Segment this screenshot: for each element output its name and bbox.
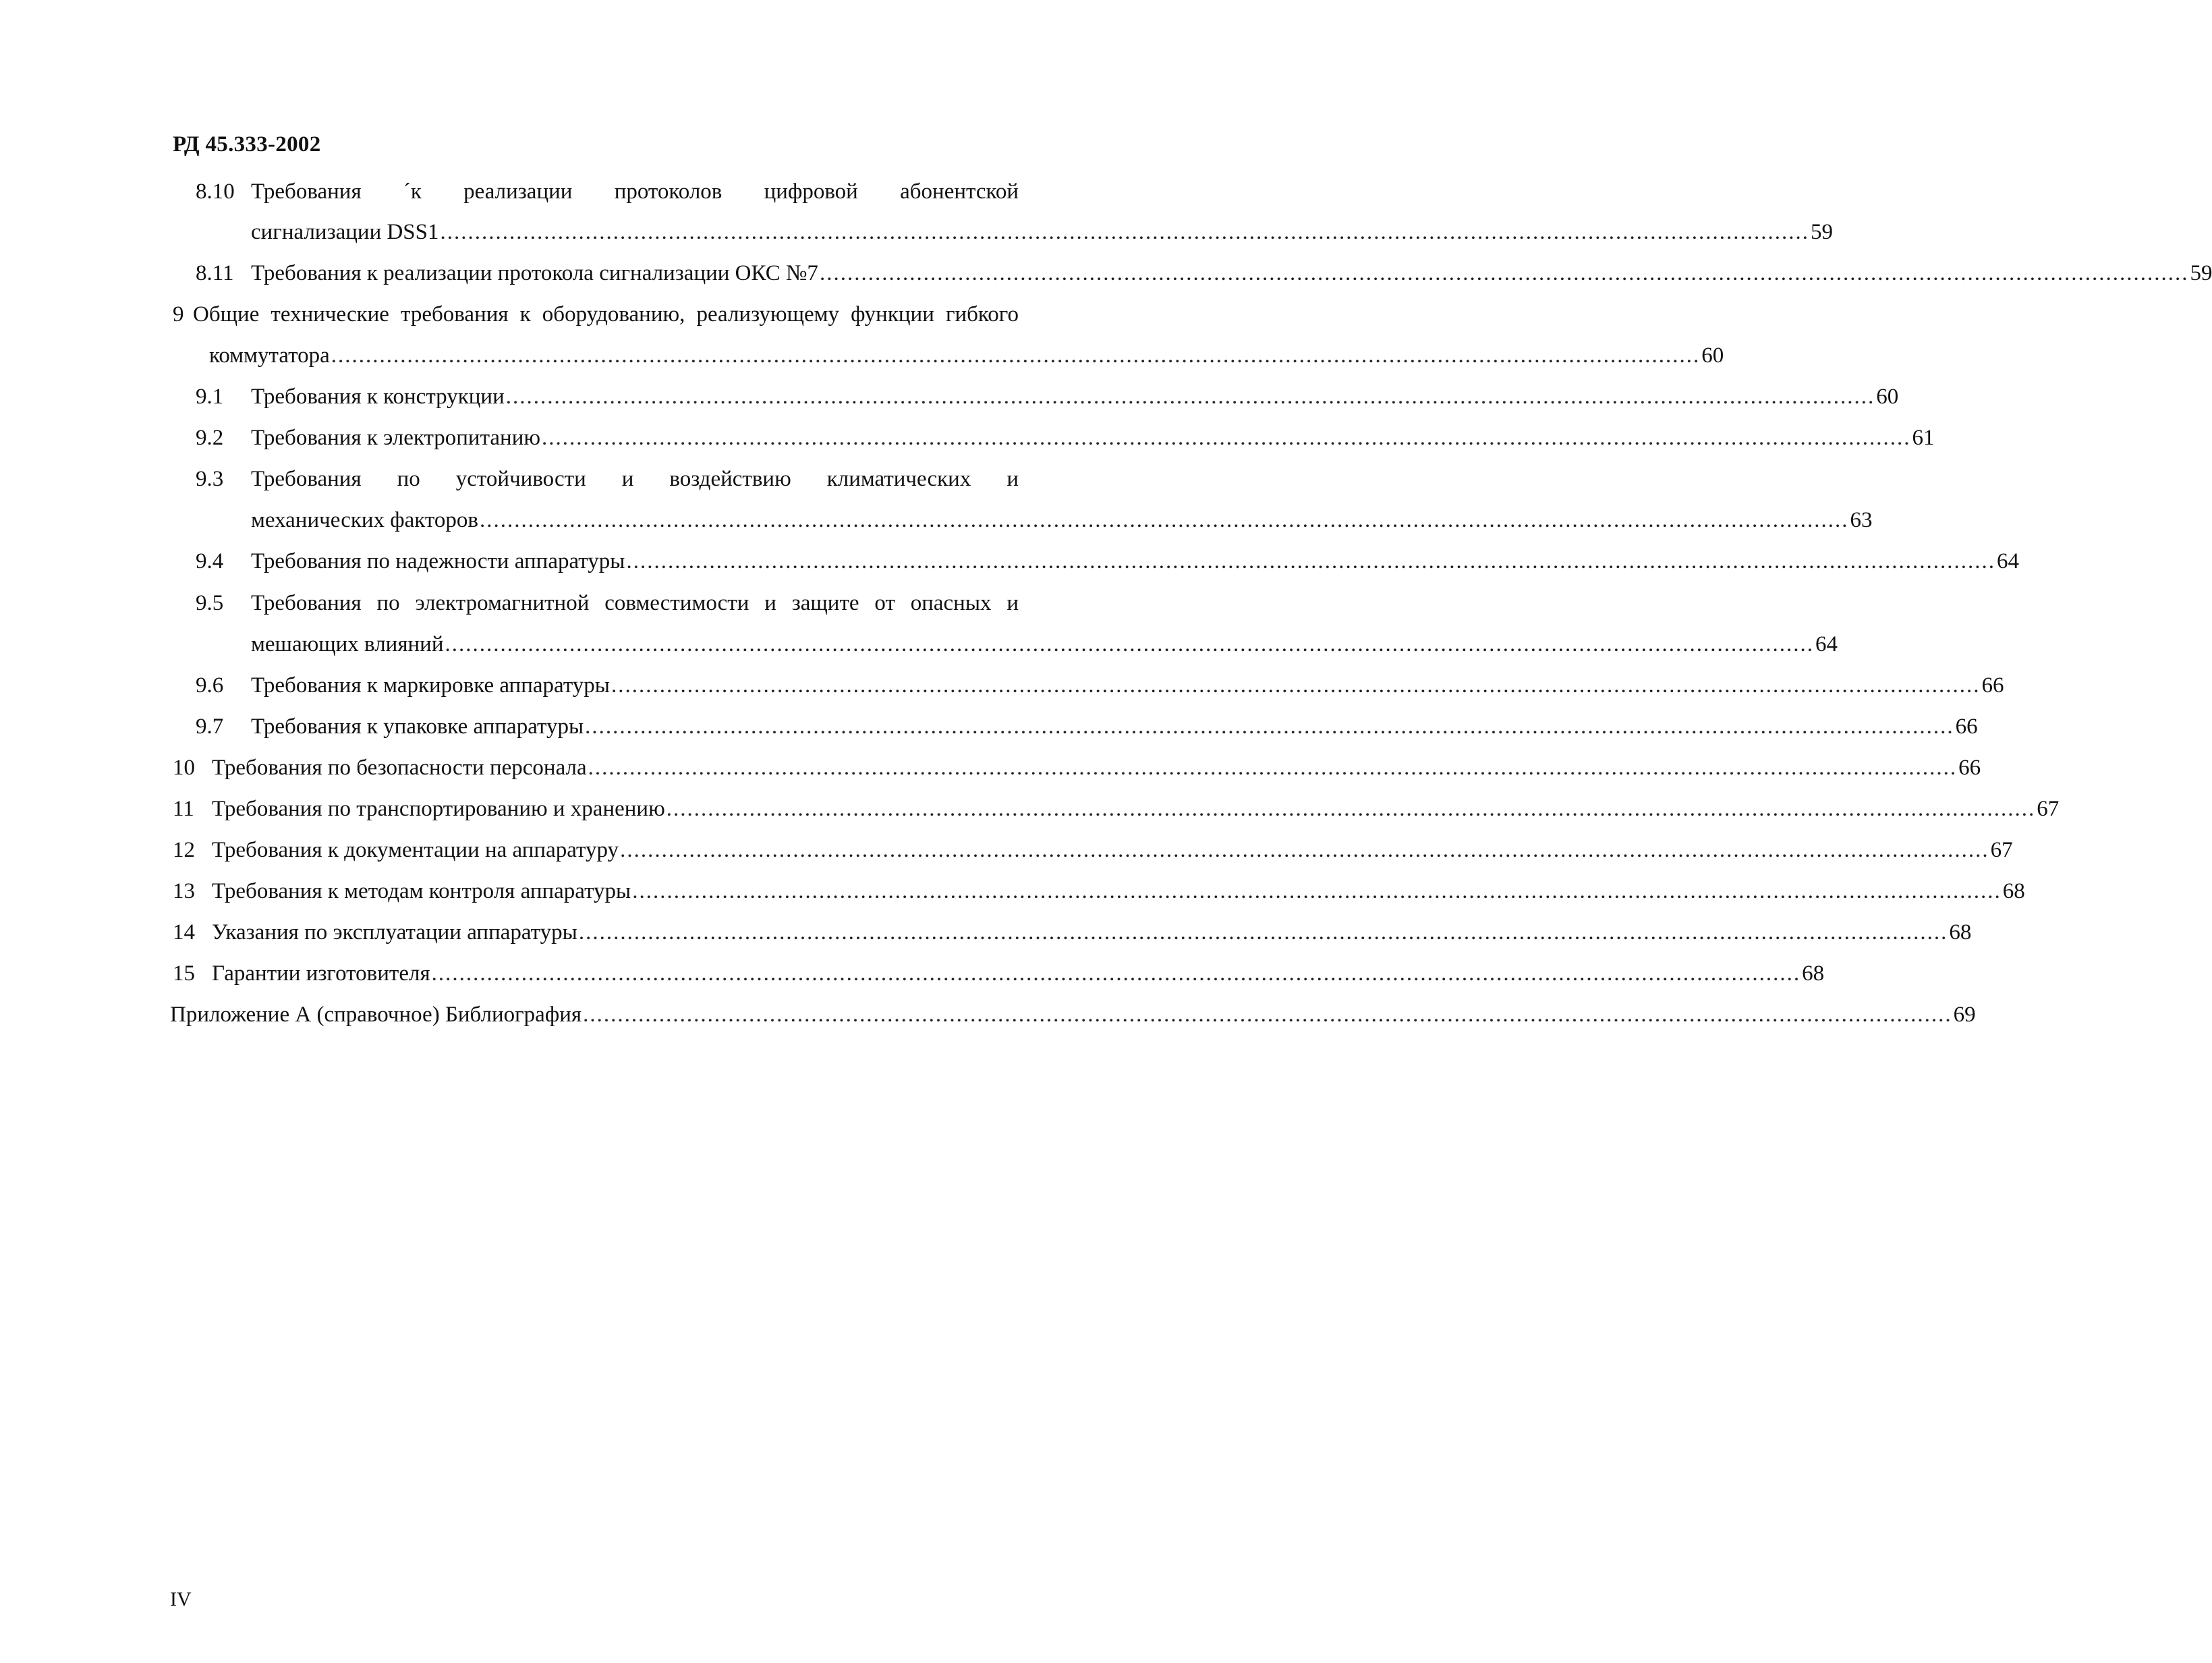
leader-dots: ...................................................................................................................................................................................................... bbox=[666, 797, 2036, 821]
toc-entry-13[interactable] bbox=[173, 876, 2025, 906]
toc-entry-number: 15 bbox=[173, 961, 195, 986]
toc-entry-title: Приложение А (справочное) Библиография bbox=[170, 1003, 582, 1027]
toc-entry-title-line1: Требования по электромагнитной совместимости и защите от опасных и bbox=[251, 591, 1019, 615]
toc-entry-number: 8.11 bbox=[196, 261, 234, 285]
toc-entry-title-line2: механических факторов bbox=[251, 508, 478, 532]
toc-page-number: 63 bbox=[1850, 508, 1873, 532]
toc-entry-title: Указания по эксплуатации аппаратуры bbox=[212, 920, 577, 945]
toc-entry-title-line1: Общие технические требования к оборудованию, реализующему функции гибкого bbox=[193, 302, 1019, 327]
toc-entry-title: Требования к реализации протокола сигнализации ОКС №7 bbox=[251, 261, 818, 285]
toc-page-number: 64 bbox=[1815, 632, 1838, 656]
toc-entry-title: Требования к упаковке аппаратуры bbox=[251, 714, 584, 739]
toc-entry-9-6[interactable] bbox=[196, 671, 2004, 700]
toc-entry-title-line1: Требования ´к реализации протоколов цифровой абонентской bbox=[251, 179, 1019, 204]
leader-dots: ...................................................................................................................................................................................................... bbox=[440, 220, 1810, 244]
toc-entry-title: Требования к конструкции bbox=[251, 385, 505, 409]
toc-entry-title: Требования к маркировке аппаратуры bbox=[251, 673, 610, 698]
leader-dots: ...................................................................................................................................................................................................... bbox=[479, 508, 1849, 532]
document-code: РД 45.333-2002 bbox=[173, 132, 321, 157]
toc-page-number: 59 bbox=[2190, 261, 2212, 285]
leader-dots: ...................................................................................................................................................................................................... bbox=[819, 261, 2189, 285]
toc-page-number: 66 bbox=[1955, 714, 1978, 739]
toc-entry-9-cont[interactable] bbox=[209, 341, 1724, 370]
toc-page-number: 69 bbox=[1953, 1003, 1976, 1027]
toc-entry-number: 9.3 bbox=[196, 467, 224, 491]
toc-entry-9-3[interactable] bbox=[196, 464, 1019, 494]
toc-entry-number: 14 bbox=[173, 920, 195, 945]
toc-page-number: 66 bbox=[1981, 673, 2004, 698]
toc-entry-10[interactable] bbox=[173, 753, 1981, 783]
toc-entry-9-5-cont[interactable] bbox=[251, 629, 1838, 659]
toc-page-number: 68 bbox=[1949, 920, 1972, 945]
toc-entry-title-line2: сигнализации DSS1 bbox=[251, 220, 439, 244]
leader-dots: ...................................................................................................................................................................................................... bbox=[620, 838, 1989, 862]
toc-entry-number: 13 bbox=[173, 879, 195, 903]
toc-entry-title: Требования к документации на аппаратуру bbox=[212, 838, 619, 862]
toc-entry-12[interactable] bbox=[173, 835, 2013, 865]
toc-entry-number: 9.4 bbox=[196, 549, 224, 573]
leader-dots: ...................................................................................................................................................................................................... bbox=[611, 673, 1981, 698]
leader-dots: ...................................................................................................................................................................................................... bbox=[585, 714, 1954, 739]
toc-entry-number: 9.7 bbox=[196, 714, 224, 739]
leader-dots: ...................................................................................................................................................................................................... bbox=[542, 426, 1911, 450]
toc-entry-9-5[interactable] bbox=[196, 588, 1019, 618]
toc-page-number: 68 bbox=[1802, 961, 1825, 986]
toc-entry-9-1[interactable] bbox=[196, 382, 1899, 412]
toc-page-number: 67 bbox=[2037, 797, 2060, 821]
toc-entry-title-line2: мешающих влияний bbox=[251, 632, 444, 656]
toc-entry-title: Требования по транспортированию и хранению bbox=[212, 797, 665, 821]
leader-dots: ...................................................................................................................................................................................................... bbox=[632, 879, 2002, 903]
leader-dots: ...................................................................................................................................................................................................... bbox=[588, 756, 1958, 780]
leader-dots: ...................................................................................................................................................................................................... bbox=[626, 549, 1995, 573]
toc-page-number: 64 bbox=[1996, 549, 2019, 573]
leader-dots: ...................................................................................................................................................................................................... bbox=[445, 632, 1814, 656]
toc-page-number: 61 bbox=[1912, 426, 1935, 450]
toc-page-number: 66 bbox=[1958, 756, 1981, 780]
toc-page-number: 68 bbox=[2002, 879, 2025, 903]
toc-entry-number: 12 bbox=[173, 838, 195, 862]
toc-entry-title: Требования по надежности аппаратуры bbox=[251, 549, 625, 573]
toc-entry-number: 9 bbox=[173, 302, 184, 327]
leader-dots: ...................................................................................................................................................................................................... bbox=[431, 961, 1801, 986]
toc-page-number: 59 bbox=[1811, 220, 1834, 244]
toc-entry-number: 9.2 bbox=[196, 426, 224, 450]
toc-page-number: 60 bbox=[1876, 385, 1899, 409]
toc-entry-number: 9.1 bbox=[196, 385, 224, 409]
toc-entry-11[interactable] bbox=[173, 794, 2060, 824]
toc-page-number: 67 bbox=[1990, 838, 2013, 862]
toc-entry-number: 10 bbox=[173, 756, 195, 780]
toc-entry-number: 8.10 bbox=[196, 179, 235, 204]
toc-entry-9-2[interactable] bbox=[196, 423, 1935, 453]
toc-entry-appendix-a[interactable] bbox=[170, 1000, 1976, 1030]
toc-entry-number: 9.6 bbox=[196, 673, 224, 698]
toc-entry-title: Требования к методам контроля аппаратуры bbox=[212, 879, 631, 903]
toc-entry-title: Требования к электропитанию bbox=[251, 426, 541, 450]
toc-entry-number: 11 bbox=[173, 797, 194, 821]
toc-entry-8-10-cont[interactable] bbox=[251, 217, 1834, 247]
toc-entry-9-4[interactable] bbox=[196, 546, 2019, 576]
leader-dots: ...................................................................................................................................................................................................... bbox=[583, 1003, 1952, 1027]
leader-dots: ...................................................................................................................................................................................................... bbox=[505, 385, 1875, 409]
toc-entry-8-10[interactable] bbox=[196, 177, 1019, 206]
leader-dots: ...................................................................................................................................................................................................... bbox=[578, 920, 1948, 945]
toc-entry-number: 9.5 bbox=[196, 591, 224, 615]
toc-entry-9[interactable] bbox=[173, 300, 1019, 329]
toc-entry-title: Гарантии изготовителя bbox=[212, 961, 430, 986]
toc-entry-9-7[interactable] bbox=[196, 712, 1978, 741]
toc-entry-8-11[interactable] bbox=[196, 258, 2212, 288]
toc-entry-title-line2: коммутатора bbox=[209, 343, 330, 368]
toc-entry-14[interactable] bbox=[173, 918, 1972, 947]
toc-page-number: 60 bbox=[1701, 343, 1724, 368]
toc-entry-title: Требования по безопасности персонала bbox=[212, 756, 587, 780]
page-number: IV bbox=[170, 1588, 192, 1610]
toc-entry-title-line1: Требования по устойчивости и воздействию климатических и bbox=[251, 467, 1019, 491]
leader-dots: ...................................................................................................................................................................................................... bbox=[331, 343, 1701, 368]
toc-entry-9-3-cont[interactable] bbox=[251, 505, 1873, 535]
toc-entry-15[interactable] bbox=[173, 959, 1825, 988]
